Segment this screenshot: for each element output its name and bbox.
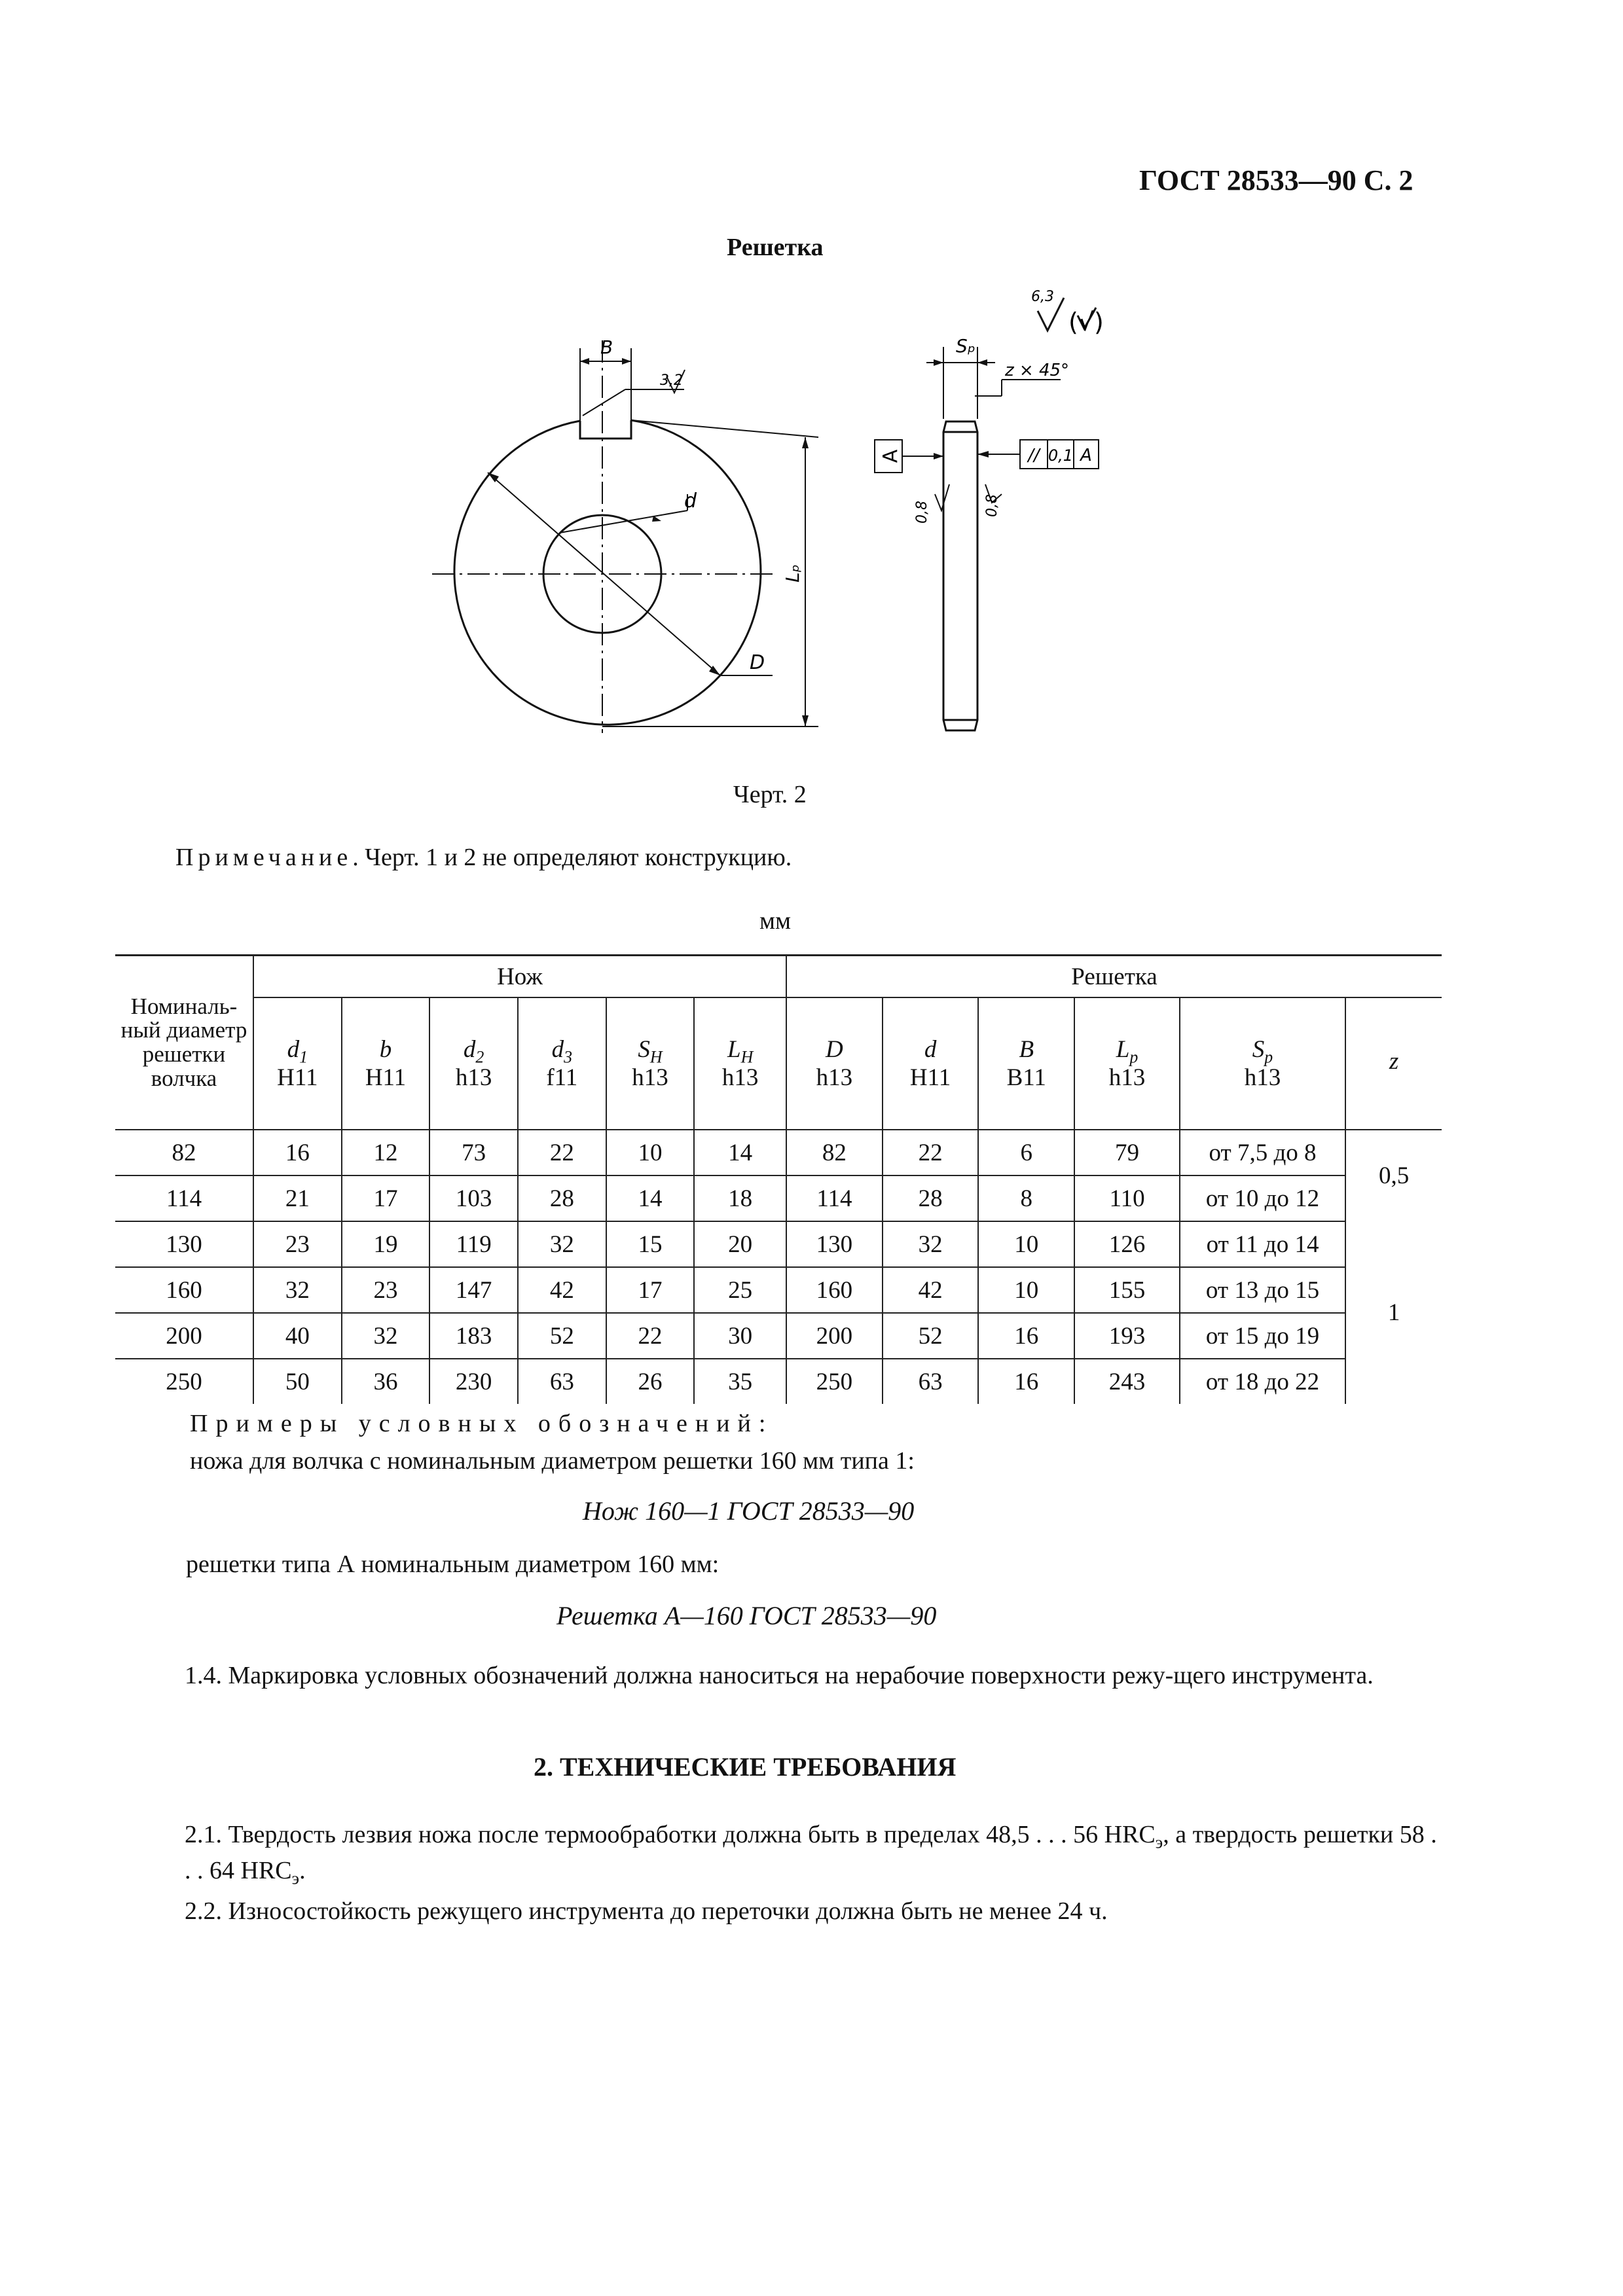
units-label: мм [759,907,792,935]
examples-grid-code: Решетка А—160 ГОСТ 28533—90 [556,1601,937,1630]
label-roughness-right: 0,8 [984,494,1000,517]
col-header: z [1345,997,1442,1130]
figure-title: Решетка [727,234,824,261]
label-chamfer: z × 45° [1005,361,1070,380]
row-header: Номиналь-ный диаметр решетки волчка [115,956,253,1130]
examples-grid-text: решетки типа А номинальным диаметром 160 мм: [186,1551,720,1578]
note [175,843,792,872]
table-row: 160 32 23 147 42 17 25 160 42 10 155 от 13 до 15 [115,1267,1442,1313]
col-header: B B11 [978,997,1074,1130]
col-header: $d_1$ H11 [253,997,342,1130]
label-datum: A [879,449,902,463]
col-header: $S_H$ h13 [606,997,695,1130]
col-header: $S_p$ h13 [1180,997,1345,1130]
note-text: . Черт. 1 и 2 не определяют конструкцию. [352,844,792,871]
section-2-title: 2. ТЕХНИЧЕСКИЕ ТРЕБОВАНИЯ [534,1752,957,1782]
col-header: D h13 [786,997,883,1130]
page-header: ГОСТ 28533—90 С. 2 [1139,164,1413,196]
group-knife: Нож [253,956,786,998]
grid-drawing [393,268,1192,779]
col-header: $L_p$ h13 [1074,997,1180,1130]
table-row: 200 40 32 183 52 22 30 200 52 16 193 от 15 до 19 [115,1313,1442,1359]
note-label: Примечание [175,844,353,871]
col-header: $L_H$ h13 [694,997,786,1130]
group-grid: Решетка [786,956,1442,998]
col-header: d H11 [883,997,979,1130]
col-header: b H11 [342,997,430,1130]
table-row: 82 16 12 73 22 10 14 82 22 6 79 от 7,5 до 8 0,5 [115,1130,1442,1175]
paragraph-1-4: 1.4. Маркировка условных обозначений должна наноситься на нерабочие поверхности режу-щего инструмента. [185,1662,1374,1689]
examples-knife-code: Нож 160—1 ГОСТ 28533—90 [583,1496,915,1526]
label-parallel-symbol: // [1028,446,1040,465]
column-headers [115,997,1442,1130]
table-row: 114 21 17 103 28 14 18 114 28 8 110 от 10 до 12 [115,1175,1442,1221]
examples-knife-text: ножа для волчка с номинальным диаметром решетки 160 мм типа 1: [190,1447,915,1475]
label-roughness-slot: 3,2 [660,372,683,389]
examples-title: Примеры условных обозначений: [190,1410,774,1437]
paragraph-2-1: 2.1. Твердость лезвия ножа после термообработки должна быть в пределах 48,5 . . . 56 $HRC_э$, а твердость решетки 58 . . . 64 $HRC_э$. [185,1821,1437,1888]
paragraph-2-2: 2.2. Износостойкость режущего инструмента до переточки должна быть не менее 24 ч. [185,1897,1108,1925]
col-header: $d_2$ h13 [429,997,518,1130]
label-parallel-datum: A [1080,446,1092,465]
label-parallel-tol: 0,1 [1048,446,1074,465]
label-d: d [684,490,697,512]
label-big-d: D [750,651,765,674]
label-roughness-main: 6,3 [1031,289,1054,305]
label-b: B [600,336,613,358]
table-row: 250 50 36 230 63 26 35 250 63 16 243 от 18 до 22 [115,1359,1442,1404]
label-sp: Sₚ [956,335,976,357]
label-roughness-left: 0,8 [914,501,930,524]
z-value: 1 [1345,1221,1442,1404]
dimensions-table [115,954,1442,1404]
col-header: $d_3$ f11 [518,997,606,1130]
label-lp: Lₚ [782,564,803,583]
z-value: 0,5 [1345,1130,1442,1221]
table-row: 130 23 19 119 32 15 20 130 32 10 126 от 11 до 14 1 [115,1221,1442,1267]
figure-caption: Черт. 2 [733,781,807,808]
label-roughness-paren: (√) [1068,308,1104,336]
